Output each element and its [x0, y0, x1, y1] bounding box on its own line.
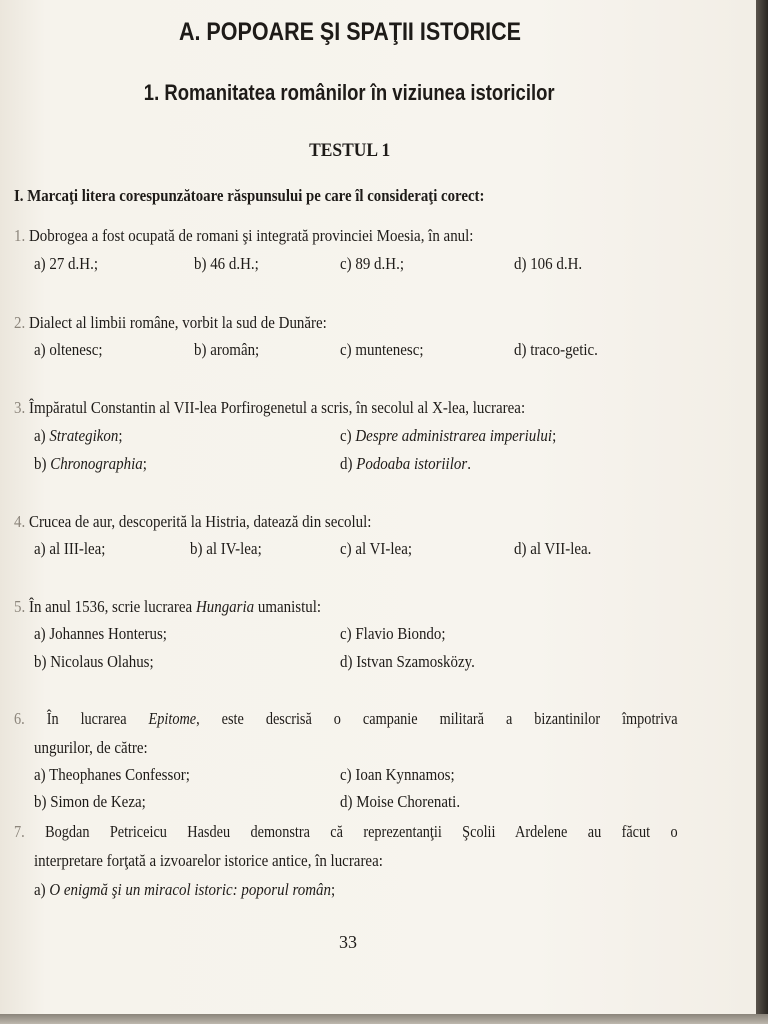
option-c: c) 89 d.H.;	[340, 254, 404, 273]
question-number: 2.	[14, 313, 26, 332]
option-a: a) Johannes Honterus;	[34, 624, 167, 643]
question-2	[14, 310, 327, 336]
question-4	[14, 509, 371, 535]
option-d: d) Podoaba istoriilor.	[340, 454, 471, 473]
option-b: b) Simon de Keza;	[34, 792, 146, 811]
question-number: 4.	[14, 512, 26, 531]
question-3	[14, 395, 525, 421]
instruction: I. Marcaţi litera corespunzătoare răspunsului pe care îl consideraţi corect:	[14, 186, 485, 205]
question-number: 3.	[14, 398, 26, 417]
option-a: a) 27 d.H.;	[34, 254, 98, 273]
option-c: c) al VI-lea;	[340, 539, 412, 558]
question-number: 5.	[14, 597, 26, 616]
option-c: c) Ioan Kynnamos;	[340, 765, 455, 784]
page-bottom-edge	[0, 1014, 768, 1024]
option-b: b) Nicolaus Olahus;	[34, 652, 154, 671]
option-b: b) al IV-lea;	[190, 539, 262, 558]
option-b: b) aromân;	[194, 340, 260, 359]
option-a: a) Theophanes Confessor;	[34, 765, 190, 784]
option-c: c) Despre administrarea imperiului;	[340, 426, 557, 445]
question-number: 1.	[14, 226, 26, 245]
question-1	[14, 223, 473, 249]
option-b: b) Chronographia;	[34, 454, 147, 473]
option-c: c) Flavio Biondo;	[340, 624, 446, 643]
question-text: Crucea de aur, descoperită la Histria, datează din secolul:	[28, 512, 372, 531]
question-text: Împăratul Constantin al VII-lea Porfirogenetul a scris, în secolul al X-lea, lucrarea:	[28, 398, 526, 417]
test-title: TESTUL 1	[309, 140, 391, 161]
question-number: 7.	[14, 822, 25, 841]
section-title: A. POPOARE ŞI SPAŢII ISTORICE	[178, 18, 522, 46]
option-d: d) Istvan Szamosközy.	[340, 652, 475, 671]
option-c: c) muntenesc;	[340, 340, 424, 359]
question-6: 6. În lucrarea Epitome, este descrisă o campanie militară a bizantinilor împotriva	[14, 709, 678, 728]
option-a: a) al III-lea;	[34, 539, 106, 558]
option-a: a) oltenesc;	[34, 340, 103, 359]
question-5: 5. În anul 1536, scrie lucrarea Hungaria umanistul:	[14, 597, 322, 616]
book-spine-shadow	[756, 0, 768, 1024]
question-6-continuation: ungurilor, de către:	[34, 738, 148, 757]
page-number: 33	[339, 932, 357, 952]
chapter-title: 1. Romanitatea românilor în viziunea istoricilor	[143, 80, 555, 105]
question-7-continuation: interpretare forţată a izvoarelor istorice antice, în lucrarea:	[34, 851, 383, 870]
option-a: a) O enigmă şi un miracol istoric: poporul român;	[34, 880, 336, 899]
question-number: 6.	[14, 709, 25, 728]
option-d: d) Moise Chorenati.	[340, 792, 461, 811]
option-d: d) traco-getic.	[514, 340, 598, 359]
question-text: Dialect al limbii române, vorbit la sud de Dunăre:	[28, 313, 327, 332]
option-a: a) Strategikon;	[34, 426, 123, 445]
option-b: b) 46 d.H.;	[194, 254, 259, 273]
option-d: d) 106 d.H.	[514, 254, 583, 273]
question-7: 7. Bogdan Petriceicu Hasdeu demonstra că reprezentanţii Şcolii Ardelene au făcut o	[14, 822, 678, 841]
question-text: Dobrogea a fost ocupată de romani şi integrată provinciei Moesia, în anul:	[28, 226, 474, 245]
option-d: d) al VII-lea.	[514, 539, 592, 558]
